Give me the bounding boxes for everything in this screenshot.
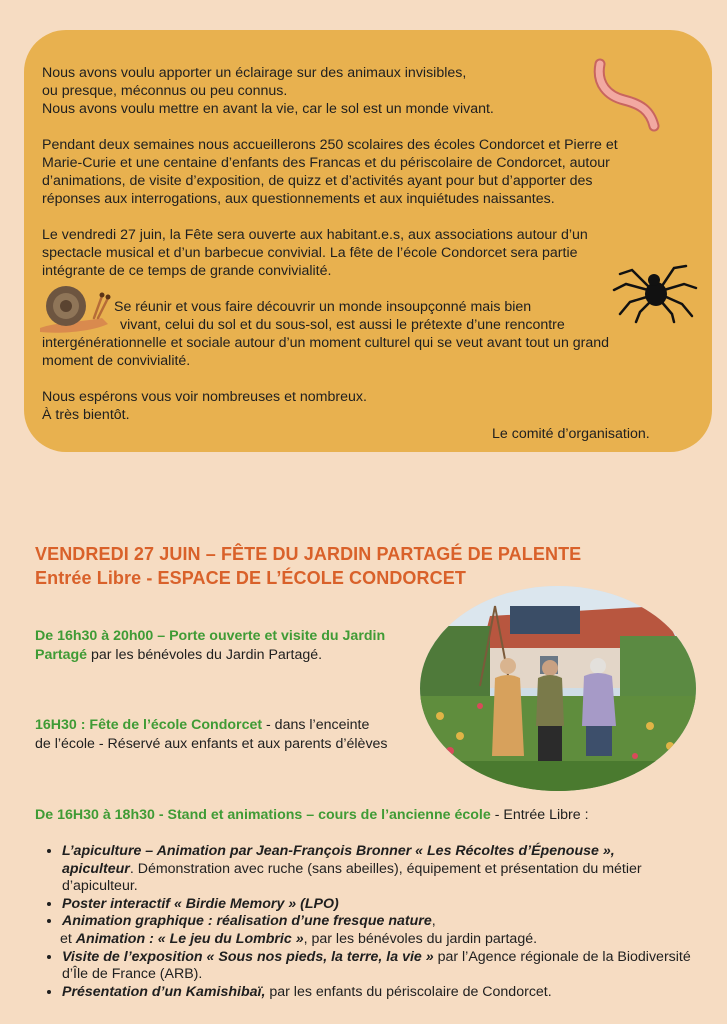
intro-line: intégrante de ce temps de grande convivialité. [42, 263, 332, 279]
schedule-stands [35, 806, 589, 825]
activity-desc: et [60, 930, 76, 947]
spider-icon [612, 258, 698, 324]
intro-line: spectacle musical et d’un barbecue convivial. La fête de l’école Condorcet sera partie [42, 245, 578, 261]
activities-list [40, 843, 712, 1001]
intro-line: À très bientôt. [42, 407, 130, 423]
schedule-desc: - Entrée Libre : [490, 807, 589, 823]
activity-title: Présentation d’un Kamishibaï, [62, 983, 266, 1000]
intro-line: d’animations, de visite d’exposition, de quizz et d’activités ayant pour but d’apporter des [42, 173, 593, 189]
intro-line: moment de convivialité. [42, 353, 191, 369]
intro-line: réponses aux interrogations, aux questionnements et aux inquiétudes naissantes. [42, 191, 555, 207]
schedule-school-fete [35, 716, 388, 754]
list-item [62, 913, 712, 931]
schedule-desc: de l’école - Réservé aux enfants et aux parents d’élèves [35, 736, 388, 752]
schedule-time: De 16H30 à 18h30 - Stand et animations – cours de l’ancienne école [35, 807, 491, 823]
intro-line: Nous avons voulu mettre en avant la vie, car le sol est un monde vivant. [42, 101, 494, 117]
schedule-time: 16H30 : Fête de l’école Condorcet [35, 717, 263, 733]
activity-title: Visite de l’exposition « Sous nos pieds, la terre, la vie » [62, 948, 434, 965]
intro-opening [42, 64, 494, 118]
signature: Le comité d’organisation. [492, 426, 650, 442]
intro-line: Nous avons voulu apporter un éclairage sur des animaux invisibles, [42, 65, 467, 81]
schedule-open-garden [35, 627, 385, 665]
activity-desc: par l’Agence régionale de la Biodiversité d’Île de France (ARB). [62, 948, 691, 983]
schedule-time: De 16h30 à 20h00 – Porte ouverte et visite du Jardin [35, 628, 386, 644]
intro-paragraph-fete [42, 226, 588, 280]
activity-continuation [60, 931, 712, 949]
activity-desc: , par les bénévoles du jardin partagé. [303, 930, 538, 947]
activity-desc: , [431, 913, 436, 930]
intro-closing [42, 388, 367, 424]
activity-title: L’apiculture – Animation par Jean-François Bronner « Les Récoltes d’Épenouse », [62, 843, 615, 859]
activity-title: Animation graphique : réalisation d’une fresque nature [62, 913, 432, 930]
activity-desc: par les enfants du périscolaire de Condorcet. [265, 983, 552, 1000]
intro-line: Pendant deux semaines nous accueillerons 250 scolaires des écoles Condorcet et Pierre et [42, 137, 618, 153]
list-item [62, 949, 712, 984]
intro-line: Nous espérons vous voir nombreuses et nombreux. [42, 389, 367, 405]
activity-desc: . Démonstration avec ruche (sans abeilles), équipement et présentation du métier d’apiculteur. [62, 860, 642, 895]
activity-title: Poster interactif « Birdie Memory » (LPO) [62, 895, 339, 912]
intro-line: Marie-Curie et une centaine d’enfants des Francas et du périscolaire de Condorcet, autour [42, 155, 610, 171]
snail-icon [36, 282, 112, 334]
intro-line: ou presque, méconnus ou peu connus. [42, 83, 288, 99]
intro-line: Se réunir et vous faire découvrir un monde insoupçonné mais bien [114, 299, 532, 315]
event-subtitle: Entrée Libre - ESPACE DE L’ÉCOLE CONDORCET [35, 568, 466, 588]
intro-line: vivant, celui du sol et du sous-sol, est aussi le prétexte d’une rencontre [120, 317, 565, 333]
activity-title: Animation : « Le jeu du Lombric » [75, 930, 304, 947]
event-title: VENDREDI 27 JUIN – FÊTE DU JARDIN PARTAGÉ DE PALENTE [35, 544, 582, 564]
intro-line: intergénérationnelle et sociale autour d’un moment culturel qui se veut avant tout un grand [42, 335, 610, 351]
activity-title: apiculteur [62, 860, 130, 877]
schedule-desc: - dans l’enceinte [262, 717, 370, 733]
list-item [62, 984, 712, 1002]
intro-line: Le vendredi 27 juin, la Fête sera ouverte aux habitant.e.s, aux associations autour d’un [42, 227, 588, 243]
earthworm-icon [588, 54, 668, 134]
schedule-time: Partagé [35, 647, 88, 663]
schedule-desc: par les bénévoles du Jardin Partagé. [87, 647, 323, 663]
list-item [62, 896, 712, 914]
garden-photo [420, 586, 696, 791]
list-item [62, 843, 712, 896]
intro-paragraph-schools [42, 136, 618, 208]
